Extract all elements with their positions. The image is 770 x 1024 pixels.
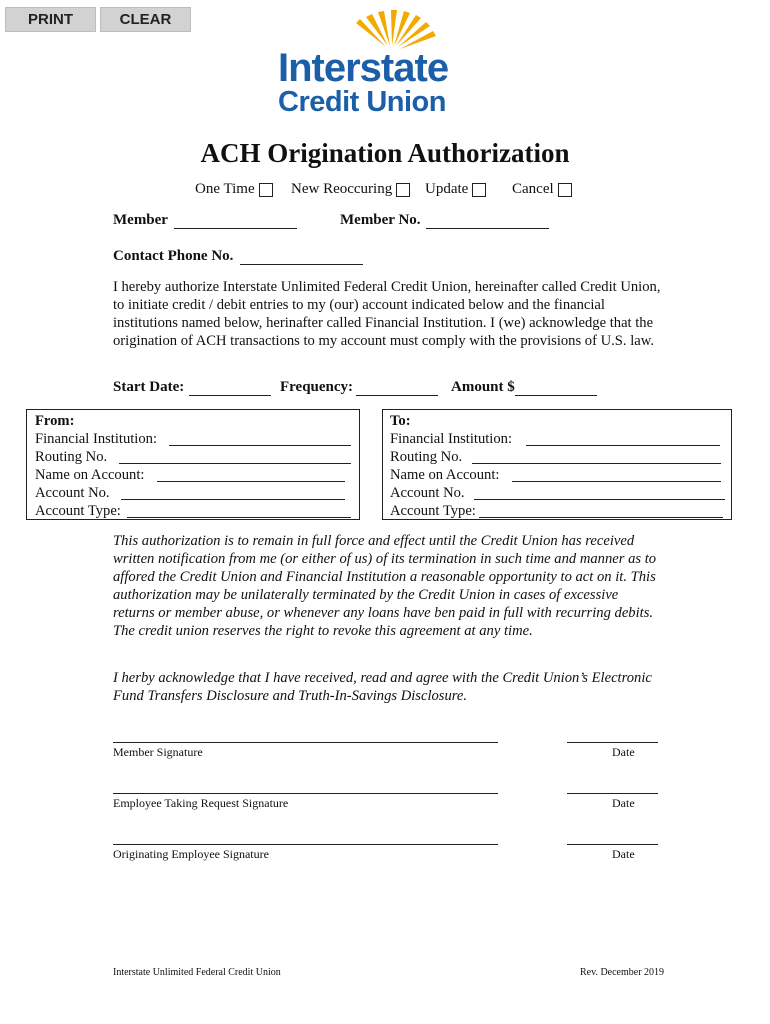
member-label: Member — [113, 212, 168, 228]
to-account-no-field[interactable] — [474, 499, 725, 500]
option-update[interactable] — [425, 181, 486, 198]
from-routing-field[interactable] — [119, 463, 351, 464]
acknowledge-paragraph: I herby acknowledge that I have received, read and agree with the Credit Union’s Electronic Fund Transfers Disclosure and Truth-In-Savings Disclosure. — [113, 670, 652, 704]
employee-date-label: Date — [612, 796, 635, 810]
option-cancel-label: Cancel — [512, 181, 554, 197]
from-name-on-account-label: Name on Account: — [35, 467, 145, 483]
one-time-checkbox[interactable] — [259, 183, 273, 197]
amount-field[interactable] — [515, 395, 597, 396]
terms-paragraph: This authorization is to remain in full force and effect until the Credit Union has received written notification from me (or either of us) of its termination in such time and manner as to affored the Credit Union and Financial Institution a reasonable opportunity to act on it. This authorization may be unilaterally terminated by the Credit Union in cases of excessive returns or member abuse, or whenever any loans have ben paid in full with recurring debits. The credit union reserves the right to revoke this agreement at any time. — [113, 533, 657, 639]
employee-date-line[interactable] — [567, 793, 658, 794]
start-date-field[interactable] — [189, 395, 271, 396]
logo-line-2: Credit Union — [278, 86, 446, 118]
update-checkbox[interactable] — [472, 183, 486, 197]
option-one-time[interactable] — [195, 181, 273, 198]
from-account-no-field[interactable] — [121, 499, 345, 500]
employee-signature-label: Employee Taking Request Signature — [113, 796, 289, 810]
cancel-checkbox[interactable] — [558, 183, 572, 197]
originating-date-line[interactable] — [567, 844, 658, 845]
amount-label: Amount $ — [451, 379, 515, 395]
from-name-on-account-field[interactable] — [157, 481, 345, 482]
member-signature-label: Member Signature — [113, 745, 203, 759]
frequency-field[interactable] — [356, 395, 438, 396]
member-no-label: Member No. — [340, 212, 421, 228]
option-update-label: Update — [425, 181, 469, 197]
start-date-label: Start Date: — [113, 379, 185, 395]
from-box — [26, 409, 360, 520]
member-date-label: Date — [612, 745, 635, 759]
page-title: ACH Origination Authorization — [200, 138, 570, 168]
to-routing-field[interactable] — [472, 463, 721, 464]
option-new-reoccuring-label: New Reoccuring — [291, 181, 393, 197]
credit-union-logo — [270, 8, 500, 118]
originating-signature-line[interactable] — [113, 844, 498, 845]
from-account-type-label: Account Type: — [35, 503, 121, 519]
to-name-on-account-field[interactable] — [512, 481, 721, 482]
print-button[interactable]: PRINT — [5, 7, 96, 32]
from-account-type-field[interactable] — [127, 517, 351, 518]
to-name-on-account-label: Name on Account: — [390, 467, 500, 483]
member-signature-line[interactable] — [113, 742, 498, 743]
from-heading: From: — [35, 413, 75, 429]
logo-line-1: Interstate — [278, 46, 449, 90]
originating-signature-label: Originating Employee Signature — [113, 847, 269, 861]
from-financial-institution-label: Financial Institution: — [35, 431, 158, 447]
footer-institution: Interstate Unlimited Federal Credit Union — [113, 967, 281, 978]
from-financial-institution-field[interactable] — [169, 445, 351, 446]
authorization-paragraph: I hereby authorize Interstate Unlimited Federal Credit Union, hereinafter called Credit Union, to initiate credit / debit entries to my (our) account indicated below and the financial institutions named below, herinafter called Financial Institution. I (we) acknowledge that the origination of ACH transactions to my account must comply with the provisions of U.S. law. — [113, 279, 661, 349]
footer-revision: Rev. December 2019 — [580, 967, 665, 978]
to-account-type-label: Account Type: — [390, 503, 476, 519]
option-cancel[interactable] — [512, 181, 572, 198]
to-account-no-label: Account No. — [390, 485, 465, 501]
member-field[interactable] — [174, 228, 297, 229]
contact-phone-field[interactable] — [240, 264, 363, 265]
to-financial-institution-label: Financial Institution: — [390, 431, 513, 447]
to-box — [382, 409, 732, 520]
new-reoccuring-checkbox[interactable] — [396, 183, 410, 197]
to-heading: To: — [390, 413, 411, 429]
frequency-label: Frequency: — [280, 379, 354, 395]
member-date-line[interactable] — [567, 742, 658, 743]
to-financial-institution-field[interactable] — [526, 445, 720, 446]
contact-phone-label: Contact Phone No. — [113, 248, 234, 264]
member-no-field[interactable] — [426, 228, 549, 229]
option-one-time-label: One Time — [195, 181, 255, 197]
option-new-reoccuring[interactable] — [291, 181, 410, 198]
from-routing-label: Routing No. — [35, 449, 108, 465]
clear-button[interactable]: CLEAR — [100, 7, 191, 32]
from-account-no-label: Account No. — [35, 485, 110, 501]
to-routing-label: Routing No. — [390, 449, 463, 465]
to-account-type-field[interactable] — [479, 517, 723, 518]
originating-date-label: Date — [612, 847, 635, 861]
employee-signature-line[interactable] — [113, 793, 498, 794]
